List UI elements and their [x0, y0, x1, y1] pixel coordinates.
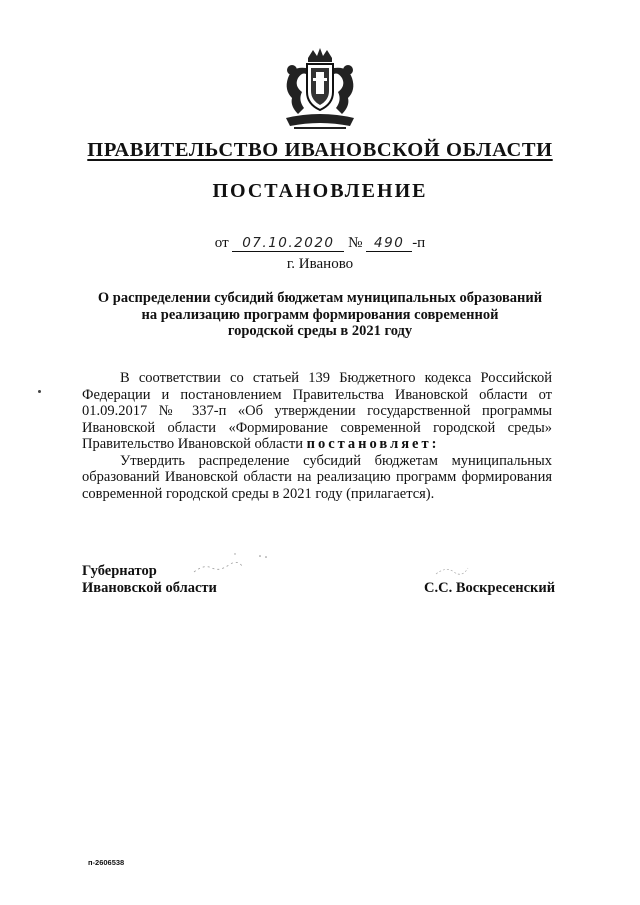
number-suffix: -п	[412, 235, 426, 251]
government-title: ПРАВИТЕЛЬСТВО ИВАНОВСКОЙ ОБЛАСТИ	[87, 139, 553, 161]
city-line: г. Иваново	[286, 256, 354, 272]
handwritten-signature	[190, 550, 280, 580]
document-type: ПОСТАНОВЛЕНИЕ	[212, 180, 428, 202]
subject-line: на реализацию программ формирования современной	[141, 306, 499, 323]
subject-line: городской среды в 2021 году	[227, 323, 413, 339]
handwritten-number: 490	[366, 236, 412, 252]
document-code: п-2606538	[88, 858, 125, 867]
body-paragraph	[82, 370, 552, 453]
handwritten-date: 07.10.2020	[232, 236, 344, 252]
body-paragraph: Утвердить распределение субсидий бюджетам муниципальных образований Ивановской области на реализацию программ формирования современной городской среды в 2021 году (прилагается).	[82, 452, 552, 502]
margin-dot	[38, 390, 41, 393]
document-body	[82, 370, 552, 502]
signatory-name: С.С. Воскресенский	[424, 580, 556, 596]
document-subject	[0, 290, 640, 340]
date-number-line	[0, 235, 640, 252]
resolution-verb: постановляет:	[306, 436, 440, 452]
signatory-title: Губернатор	[82, 563, 157, 579]
body-paragraph-text: В соответствии со статьей 139 Бюджетного кодекса Российской Федерации и постановлением Правительства Ивановской области от 01.09.2017 № 337-п «Об утверждении государственной программы Ивановской области «Формирование современной городской среды» Правительство Ивановской области	[82, 370, 552, 452]
coat-of-arms-icon	[280, 48, 360, 132]
faint-mark	[432, 562, 472, 578]
date-from-label: от	[214, 235, 229, 251]
signatory-region: Ивановской области	[82, 579, 217, 596]
subject-line: О распределении субсидий бюджетам муниципальных образований	[97, 290, 543, 306]
number-label: №	[348, 235, 363, 251]
